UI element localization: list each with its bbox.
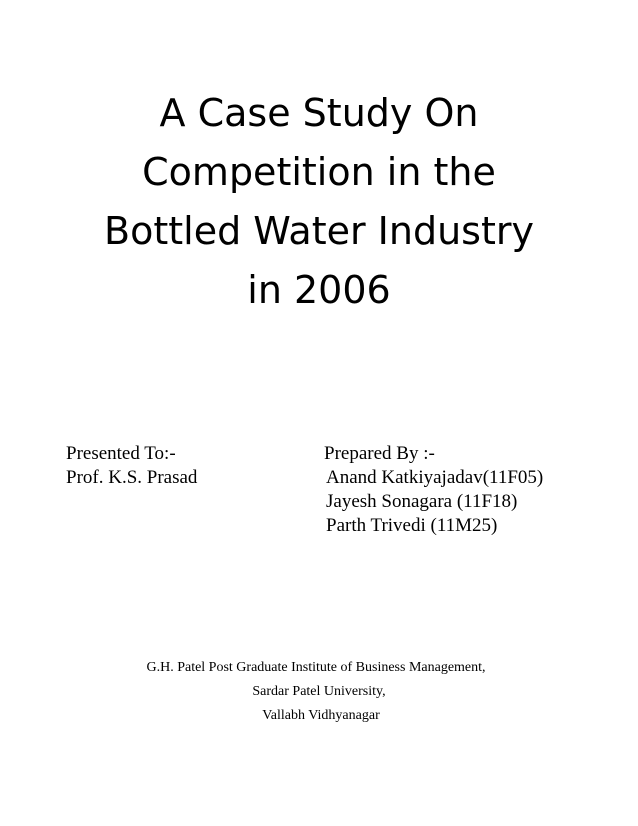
location-name: Vallabh Vidhyanagar	[262, 708, 380, 723]
title-line: A Case Study On	[159, 91, 479, 135]
institution-name: G.H. Patel Post Graduate Institute of Business Management,	[146, 660, 486, 675]
institution-footer	[0, 656, 638, 728]
team-member: Jayesh Sonagara (11F18)	[326, 491, 518, 512]
title-line: Competition in the	[142, 150, 496, 194]
presented-to-label: Presented To:-	[66, 443, 176, 464]
title-line: in 2006	[247, 268, 391, 312]
team-member: Anand Katkiyajadav(11F05)	[326, 467, 544, 488]
university-name: Sardar Patel University,	[252, 684, 386, 699]
presented-to-name: Prof. K.S. Prasad	[66, 467, 198, 488]
prepared-by-label: Prepared By :-	[324, 443, 435, 464]
title-line: Bottled Water Industry	[104, 209, 534, 253]
prepared-by-list	[326, 466, 543, 538]
document-title	[0, 84, 638, 320]
team-member: Parth Trivedi (11M25)	[326, 515, 498, 536]
